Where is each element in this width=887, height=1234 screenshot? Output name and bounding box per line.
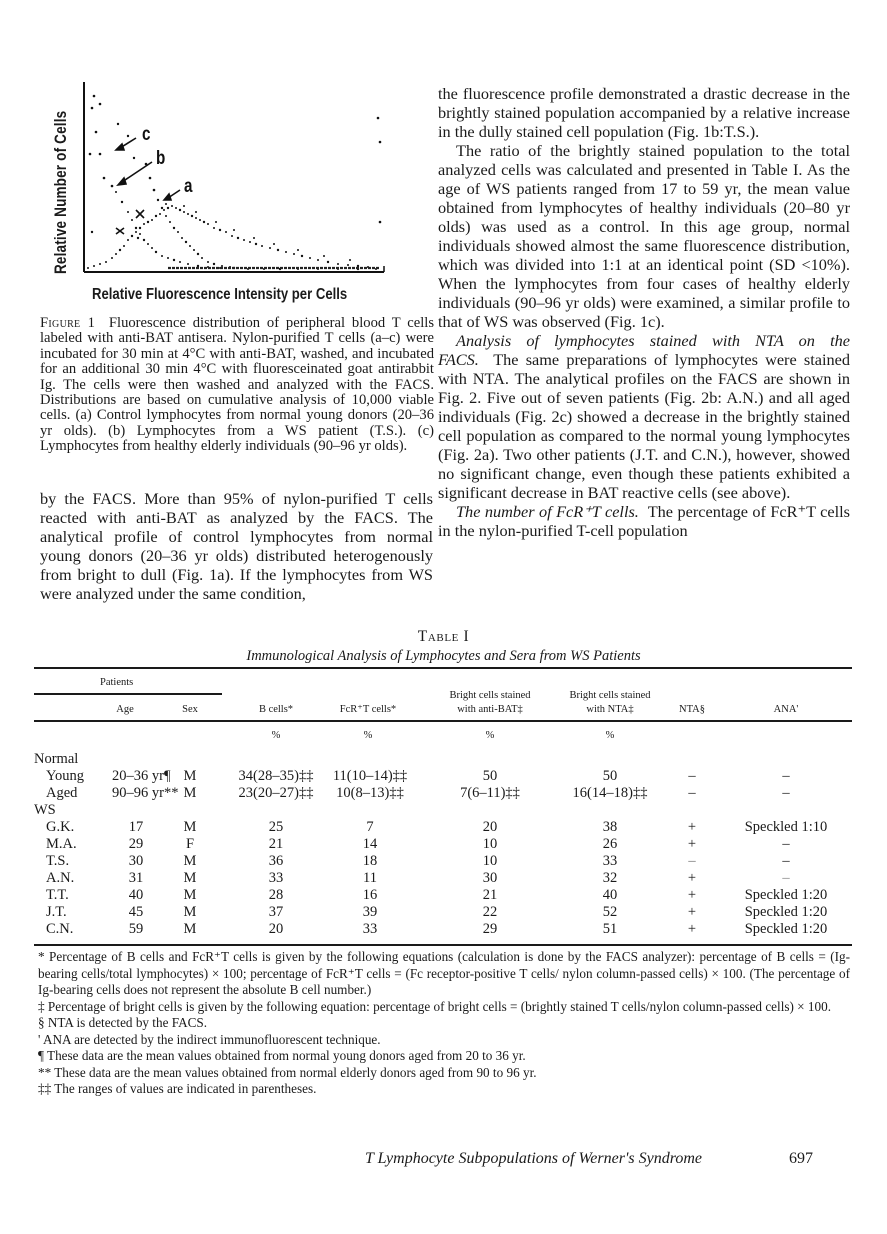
header-sex: Sex [182,704,198,715]
x-axis-label: Relative Fluorescence Intensity per Cells [92,286,348,303]
figure-caption [40,316,434,455]
table-bottom-rule [34,944,852,946]
footnote: ‡ Percentage of bright cells is given by the following equation: percentage of bright cells = (brightly stained T cells/nylon column-passed cells) × 100. [38,998,831,1014]
header-nta: NTA§ [679,704,705,715]
table-title: Table I [417,628,470,645]
body-left-column [40,489,433,603]
page-number: 697 [789,1150,813,1167]
header-bat-line2: with anti-BAT‡ [457,704,523,715]
paragraph-nta: Analysis of lymphocytes stained with NTA on the FACS. The same preparations of lymphocytes were stained with NTA. The analytical profiles on the FACS are shown in Fig. 2. Five out of seven patients (Fig. 2b: A.N.) and all aged individuals (Fig. 2c) showed a decrease in the brightly stained cell population as compared to the normal young lymphocytes (Fig. 2a). Two other patients (J.T. and C.N.), however, showed no significant change, even though these patients exhibited a significant decrease in BAT reactive cells (see above). [438,331,850,502]
body-right-column [438,84,850,540]
table-subtitle: Immunological Analysis of Lymphocytes and Sera from WS Patients [246,648,641,664]
curve-label-b: b [156,148,166,169]
unit-nta-bright: % [605,730,615,741]
header-ana: ANA' [773,704,799,715]
footnote: * Percentage of B cells and FcR⁺T cells is given by the following equations (calculation is done by the FACS analyzer): percentage of B cells = (Ig-bearing cells/total lymphocytes) × 100; percentage of FcR⁺T cells = (Fc receptor-positive T cells/ nylon column-passed cells) × 100. (The percentage of Ig-bearing cells does not represent the absolute B cell number.) [38,949,850,997]
cluster-marks [116,210,144,234]
header-patients: Patients [100,677,134,688]
section-ws: WS [34,802,56,818]
paragraph: The ratio of the brightly stained population to the total analyzed cells was calculated and presented in Table I. As the age of WS patients ranged from 17 to 59 yr, the mean value obtained from lymphocytes of healthy individuals (20–80 yr olds) was used as a control. In this age group, normal individuals showed almost the same fluorescence distribution, which was divided into 1:1 at an identical point (SD <10%). When the lymphocytes from four cases of healthy elderly individuals (90–96 yr olds) were examined, a similar profile to that of WS was observed (Fig. 1c). [438,141,850,331]
header-nta-bright-line1: Bright cells stained [569,690,651,701]
paragraph: by the FACS. More than 95% of nylon-purified T cells reacted with anti-BAT as analyzed by the FACS. The analytical profile of control lymphocytes from normal young donors (20–36 yr olds) distributed heterogenously from bright to dull (Fig. 1a). If the lymphocytes from WS were analyzed under the same condition, [40,489,433,603]
footnote: ** These data are the mean values obtained from normal elderly donors aged from 90 to 96 yr. [38,1064,537,1080]
unit-b-cells: % [271,730,281,741]
section-heading: The number of FcR⁺T cells. [456,502,639,521]
unit-fcr: % [363,730,373,741]
y-axis-label: Relative Number of Cells [52,110,70,274]
curve-label-c: c [142,124,151,145]
label-arrows [116,138,180,200]
figure-number: Figure 1 [40,315,96,331]
running-title: T Lymphocyte Subpopulations of Werner's Syndrome [365,1150,702,1167]
unit-bat: % [485,730,495,741]
paragraph: the fluorescence profile demonstrated a drastic decrease in the brightly stained population accompanied by a relative increase in the dully stained cell population (Fig. 1b:T.S.). [438,84,850,141]
footnote: ¶ These data are the mean values obtained from normal young donors aged from 20 to 36 yr. [38,1048,526,1063]
header-bat-line1: Bright cells stained [449,690,531,701]
caption-text: Fluorescence distribution of peripheral blood T cells labeled with anti-BAT antisera. Nylon-purified T cells (a–c) were incubated for 30 min at 4°C with anti-BAT, washed, and incubated for an additional 30 min 4°C with fluoresceinated goat antirabbit Ig. The cells were then washed and analyzed with the FACS. Distributions are based on cumulative analysis of 10,000 viable cells. (a) Control lymphocytes from normal young donors (20–36 yr olds). (b) Lymphocytes from a WS patient (T.S.). (c) Lymphocytes from healthy elderly individuals (90–96 yr olds). [40,315,434,455]
section-normal: Normal [34,751,79,767]
header-b-cells: B cells* [258,704,294,715]
patients-rule [34,693,222,695]
footnote: ‡‡ The ranges of values are indicated in parentheses. [38,1081,317,1096]
curve-a-points [87,203,379,269]
header-age: Age [116,704,134,715]
footnote: § NTA is detected by the FACS. [38,1015,208,1030]
figure-1 [52,82,398,306]
footnote: ' ANA are detected by the indirect immunofluorescent technique. [38,1031,381,1047]
scatter-plot [58,82,398,292]
curve-c-points [89,95,382,268]
section-heading: Analysis of lymphocytes stained with NTA on the FACS. [438,331,850,369]
header-fcr-t-cells: FcR⁺T cells* [339,704,397,715]
curve-label-a: a [184,176,193,197]
table-footnotes [38,949,850,1098]
curve-b-points [115,191,377,270]
header-bottom-rule [34,720,852,722]
paragraph-fcr: The number of FcR⁺T cells. The percentage of FcR⁺T cells in the nylon-purified T-cell population [438,502,850,540]
header-nta-bright-line2: with NTA‡ [586,704,634,715]
table-top-rule [34,667,852,669]
